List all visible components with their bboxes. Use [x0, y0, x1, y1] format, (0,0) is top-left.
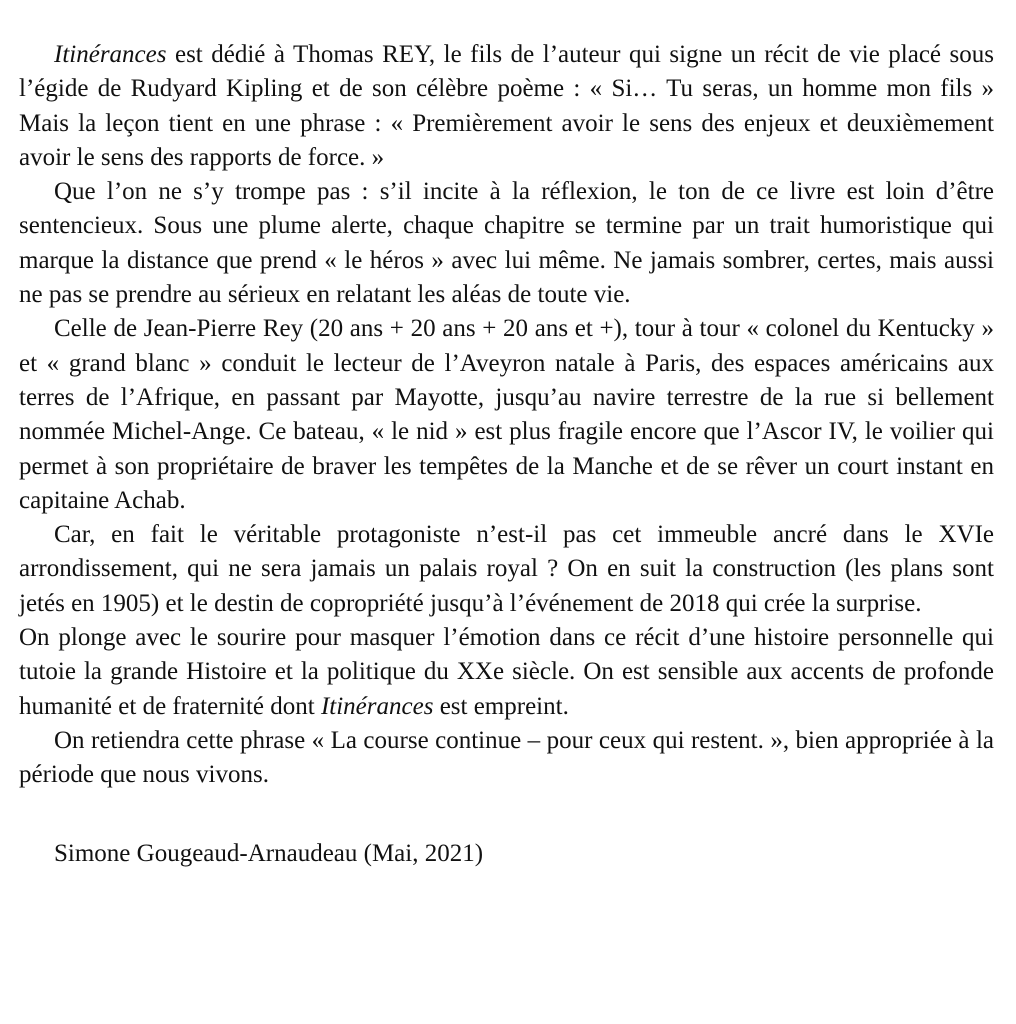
- signature: Simone Gougeaud-Arnaudeau (Mai, 2021): [54, 839, 484, 867]
- paragraph-1-text: est dédié à Thomas REY, le fils de l’auteur qui signe un récit de vie placé sous l’égide de Rudyard Kipling et de son célèbre poème : « Si… Tu seras, un homme mon fils » Mais la leçon tient en une phrase : « Premièrement avoir le sens des enjeux et deuxièmement avoir le sens des rapports de force. »: [19, 41, 994, 171]
- paragraph-5: [19, 621, 994, 724]
- document-page: [19, 38, 994, 871]
- book-title: Itinérances: [320, 692, 434, 720]
- paragraph-4: Car, en fait le véritable protagoniste n’est-il pas cet immeuble ancré dans le XVIe arrondissement, qui ne sera jamais un palais royal ? On en suit la construction (les plans sont jetés en 1905) et le destin de copropriété jusqu’à l’événement de 2018 qui crée la surprise.: [19, 521, 994, 617]
- paragraph-5-end: est empreint.: [433, 692, 569, 720]
- paragraph-6: On retiendra cette phrase « La course continue – pour ceux qui restent. », bien appropriée à la période que nous vivons.: [19, 726, 994, 789]
- paragraph-2: Que l’on ne s’y trompe pas : s’il incite à la réflexion, le ton de ce livre est loin d’être sentencieux. Sous une plume alerte, chaque chapitre se termine par un trait humoristique qui marque la distance que prend « le héros » avec lui même. Ne jamais sombrer, certes, mais aussi ne pas se prendre au sérieux en relatant les aléas de toute vie.: [19, 178, 994, 309]
- paragraph-5-text: On plonge avec le sourire pour masquer l’émotion dans ce récit d’une histoire personnelle qui tutoie la grande Histoire et la politique du XXe siècle. On est sensible aux accents de profonde humanité et de fraternité dont: [19, 624, 994, 720]
- paragraph-3: Celle de Jean-Pierre Rey (20 ans + 20 ans + 20 ans et +), tour à tour « colonel du Kentucky » et « grand blanc » conduit le lecteur de l’Aveyron natale à Paris, des espaces américains aux terres de l’Afrique, en passant par Mayotte, jusqu’au navire terrestre de la rue si bellement nommée Michel-Ange. Ce bateau, « le nid » est plus fragile encore que l’Ascor IV, le voilier qui permet à son propriétaire de braver les tempêtes de la Manche et de se rêver un court instant en capitaine Achab.: [19, 315, 994, 514]
- book-title: Itinérances: [54, 41, 167, 68]
- paragraph-1: [19, 38, 994, 175]
